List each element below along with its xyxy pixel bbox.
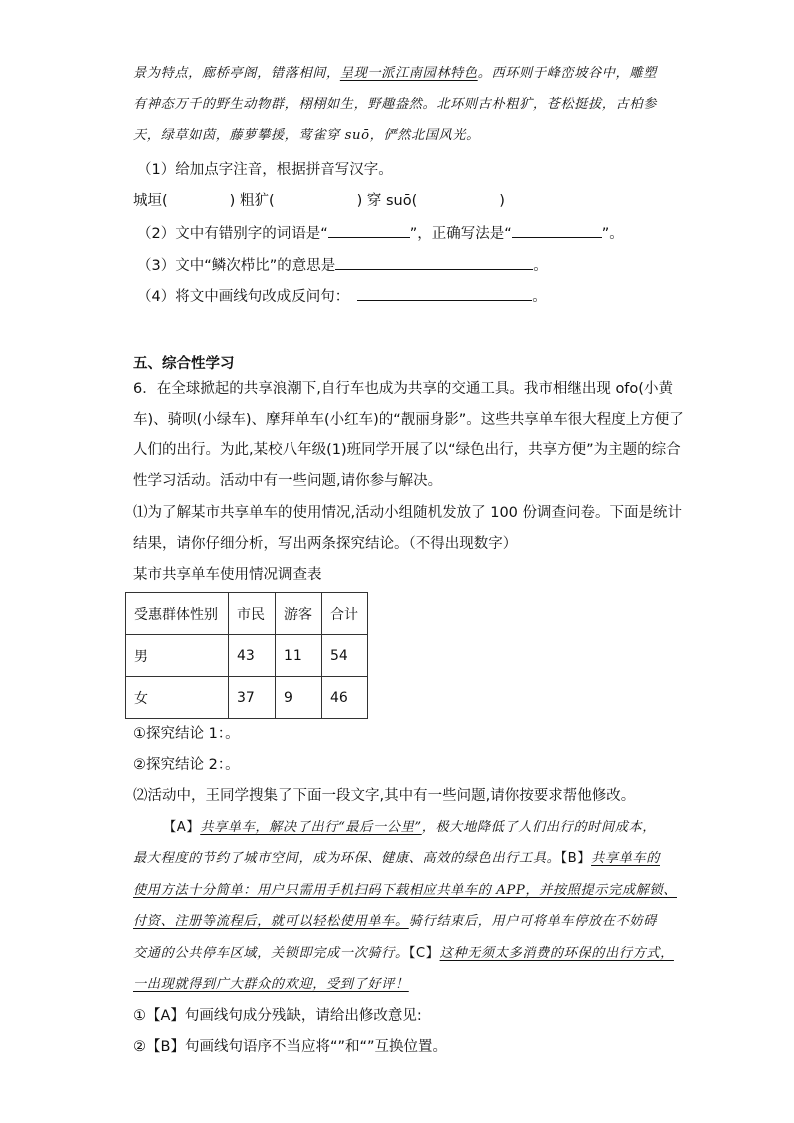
q2-text: ”。 <box>601 226 624 242</box>
subquestion-1-line-1: ⑴为了解某市共享单车的使用情况,活动小组随机发放了 100 份调查问卷。下面是统计 <box>133 505 683 521</box>
label-a: 【A】 <box>163 820 201 835</box>
para-line-4 <box>133 912 657 932</box>
subquestion-2: ⑵活动中，王同学搜集了下面一段文字,其中有一些问题,请你按要求帮他修改。 <box>133 788 636 804</box>
table-cell: 9 <box>276 677 322 719</box>
pinyin-item-2: ) 粗犷( <box>229 193 275 209</box>
answer-prompt-1: ①【A】句画线句成分残缺，请给出修改意见: <box>133 1008 422 1024</box>
para-line-3: 使用方法十分简单：用户只需用手机扫码下载相应共单车的 APP，并按照提示完成解锁、 <box>133 883 677 898</box>
answer-blank[interactable] <box>512 223 602 238</box>
answer-blank[interactable] <box>357 286 532 301</box>
passage-text: 。西环则于峰峦坡谷中，雕塑 <box>477 66 657 81</box>
table-header: 受惠群体性别 <box>126 593 229 635</box>
problem-6-line-4: 性学习活动。活动中有一些问题,请你参与解决。 <box>133 473 443 489</box>
answer-blank[interactable] <box>328 223 410 238</box>
passage-line-2: 有神态万千的野生动物群，栩栩如生，野趣盎然。北环则古朴粗犷，苍松挺拔，古柏参 <box>133 97 657 112</box>
table-cell: 11 <box>276 635 322 677</box>
table-header-row <box>126 593 368 635</box>
problem-6-line-2: 车)、骑呗(小绿车)、摩拜单车(小红车)的“靓丽身影”。这些共享单车很大程度上方便了 <box>133 412 684 428</box>
problem-6-line-3: 人们的出行。为此,某校八年级(1)班同学开展了以“绿色出行，共享方便”为主题的综合 <box>133 442 681 458</box>
underlined-sentence-b: 付资、注册等流程后，就可以轻松使用单车。 <box>133 914 409 929</box>
pinyin-item-1: 城垣( <box>133 193 168 209</box>
label-c: 【C】 <box>408 946 440 961</box>
para-line-6: 一出现就得到广大群众的欢迎，受到了好评！ <box>133 977 409 992</box>
underlined-sentence-b: 共享单车的 <box>591 851 660 866</box>
para-line-2 <box>133 849 660 869</box>
para-line-1 <box>163 818 656 838</box>
table-header: 合计 <box>322 593 368 635</box>
table-header: 游客 <box>276 593 322 635</box>
table-row <box>126 635 368 677</box>
q3-text: （3）文中“鳞次栉比”的意思是 <box>137 258 336 274</box>
q3-text: 。 <box>533 258 548 274</box>
table-cell: 37 <box>229 677 276 719</box>
survey-table <box>125 592 368 719</box>
question-1-items <box>133 191 505 211</box>
para-line-5 <box>133 944 674 964</box>
answer-blank[interactable] <box>335 255 533 270</box>
conclusion-2: ②探究结论 2：。 <box>133 757 240 773</box>
table-cell: 46 <box>322 677 368 719</box>
para-text: 交通的公共停车区域，关锁即完成一次骑行。 <box>133 946 409 961</box>
para-text: ，极大地降低了人们出行的时间成本， <box>421 820 657 835</box>
pinyin-item-3: ) 穿 suō( <box>356 193 418 209</box>
table-row <box>126 677 368 719</box>
passage-line-1 <box>133 64 657 84</box>
question-1: （1）给加点字注音，根据拼音写汉字。 <box>137 162 393 178</box>
conclusion-1: ①探究结论 1：。 <box>133 726 240 742</box>
problem-6-line-1: 6．在全球掀起的共享浪潮下,自行车也成为共享的交通工具。我市相继出现 ofo(小黄 <box>133 381 673 397</box>
pinyin-item-4: ) <box>499 193 505 209</box>
table-cell: 男 <box>126 635 229 677</box>
answer-prompt-2: ②【B】句画线句语序不当应将“”和“”互换位置。 <box>133 1039 447 1055</box>
table-header: 市民 <box>229 593 276 635</box>
table-cell: 43 <box>229 635 276 677</box>
passage-text: 景为特点，廊桥亭阁，错落相间， <box>133 66 340 81</box>
q4-text: （4）将文中画线句改成反问句： <box>137 289 350 305</box>
q2-text: （2）文中有错别字的词语是“ <box>137 226 328 242</box>
table-cell: 女 <box>126 677 229 719</box>
subquestion-1-line-2: 结果，请你仔细分析，写出两条探究结论。（不得出现数字） <box>133 536 518 552</box>
q2-text: ”，正确写法是“ <box>409 226 512 242</box>
table-title: 某市共享单车使用情况调查表 <box>133 567 322 583</box>
question-4 <box>137 286 547 307</box>
underlined-sentence-c: 这种无须太多消费的环保的出行方式， <box>439 946 674 961</box>
section-heading: 五、综合性学习 <box>133 356 235 372</box>
para-text: 骑行结束后，用户可将单车停放在不妨碍 <box>408 914 657 929</box>
question-2 <box>137 223 624 244</box>
passage-line-3: 天，绿草如茵，藤萝攀援，莺雀穿 suō，俨然北国风光。 <box>133 128 480 143</box>
underlined-sentence: 呈现一派江南园林特色 <box>339 66 478 81</box>
underlined-sentence-a: 共享单车，解决了出行“最后一公里” <box>200 820 422 835</box>
table-cell: 54 <box>322 635 368 677</box>
question-3 <box>137 255 548 276</box>
label-b: 【B】 <box>560 851 592 866</box>
para-text: 最大程度的节约了城市空间，成为环保、健康、高效的绿色出行工具。 <box>133 851 561 866</box>
q4-text: 。 <box>532 289 547 305</box>
